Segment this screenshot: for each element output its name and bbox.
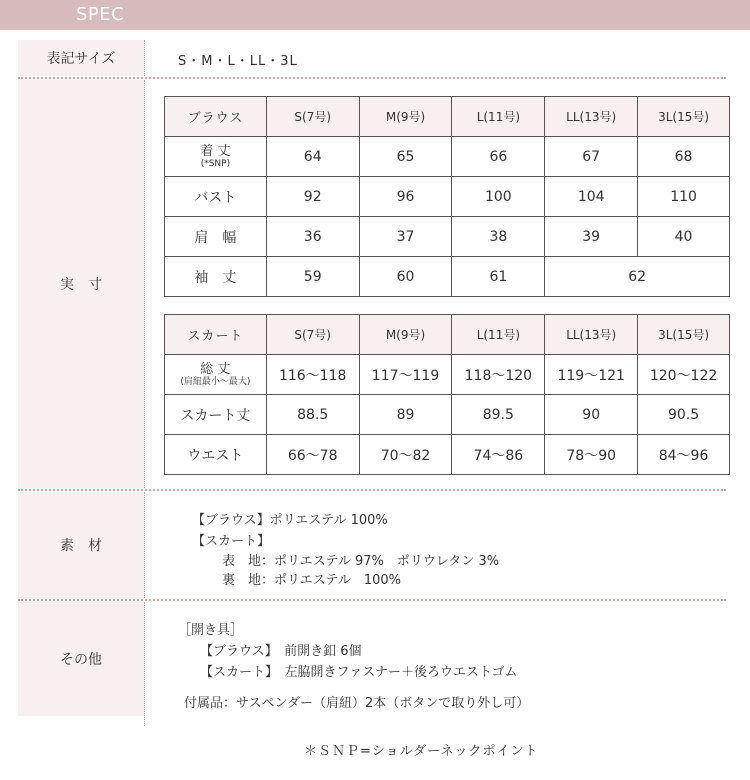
- row-label: 袖 丈: [165, 257, 267, 297]
- material-line: 表 地：ポリエステル 97% ポリウレタン 3%: [222, 554, 500, 569]
- table-cell: 117〜119: [359, 355, 452, 395]
- divider: [144, 492, 145, 598]
- sizes-label: 表記サイズ: [18, 40, 144, 76]
- table-row: [165, 217, 730, 257]
- table-cell: 65: [359, 137, 452, 177]
- table-row: [165, 395, 730, 435]
- divider: [144, 40, 145, 76]
- row-label: バスト: [165, 177, 267, 217]
- table-cell: 119〜121: [545, 355, 638, 395]
- table-cell: 89: [359, 395, 452, 435]
- table-row: [165, 435, 730, 475]
- table-cell: 62: [545, 257, 730, 297]
- table-cell: 59: [266, 257, 359, 297]
- row-label: [165, 355, 267, 395]
- row-label: スカート丈: [165, 395, 267, 435]
- row-label: [165, 137, 267, 177]
- table-cell: 74〜86: [452, 435, 545, 475]
- table-cell: 90: [545, 395, 638, 435]
- header-cell: LL(13号): [545, 315, 638, 355]
- header-cell: S(7号): [266, 315, 359, 355]
- divider: [18, 599, 726, 601]
- sizes-value: S・M・L・LL・3L: [178, 54, 298, 69]
- header-cell: 3L(15号): [638, 315, 730, 355]
- table-cell: 37: [359, 217, 452, 257]
- other-line: 付属品：サスペンダー（肩紐）2本（ボタンで取り外し可）: [184, 696, 530, 711]
- table-row: [165, 177, 730, 217]
- blouse-table: [164, 96, 730, 297]
- other-line: ［開き具］: [178, 623, 244, 638]
- row-label: 肩 幅: [165, 217, 267, 257]
- table-cell: 67: [545, 137, 638, 177]
- table-cell: 84〜96: [638, 435, 730, 475]
- row-label-sub: (*SNP): [200, 159, 231, 169]
- row-label-main: 総 丈: [200, 362, 231, 377]
- table-cell: 64: [266, 137, 359, 177]
- spec-title: SPEC: [76, 4, 125, 25]
- table-cell: 68: [638, 137, 730, 177]
- row-label: ウエスト: [165, 435, 267, 475]
- table-header-row: [165, 315, 730, 355]
- table-row: [165, 137, 730, 177]
- row-label-main: 着 丈: [200, 144, 231, 159]
- snp-footnote: ＊ＳＮＰ=ショルダーネックポイント: [304, 744, 539, 759]
- header-cell: 3L(15号): [638, 97, 730, 137]
- table-cell: 89.5: [452, 395, 545, 435]
- spec-header: [0, 0, 750, 30]
- table-cell: 66: [452, 137, 545, 177]
- table-cell: 90.5: [638, 395, 730, 435]
- table-cell: 88.5: [266, 395, 359, 435]
- material-line: 【ブラウス】ポリエステル 100%: [192, 513, 388, 528]
- table-header-row: [165, 97, 730, 137]
- table-cell: 61: [452, 257, 545, 297]
- divider: [144, 80, 145, 488]
- table-cell: 70〜82: [359, 435, 452, 475]
- table-cell: 40: [638, 217, 730, 257]
- table-cell: 39: [545, 217, 638, 257]
- header-cell: S(7号): [266, 97, 359, 137]
- divider: [144, 602, 145, 726]
- table-cell: 38: [452, 217, 545, 257]
- header-cell: L(11号): [452, 97, 545, 137]
- table-cell: 120〜122: [638, 355, 730, 395]
- table-row: [165, 355, 730, 395]
- table-cell: 78〜90: [545, 435, 638, 475]
- material-label: 素 材: [18, 492, 144, 598]
- measure-label: 実 寸: [18, 80, 144, 488]
- table-cell: 110: [638, 177, 730, 217]
- skirt-table: [164, 314, 730, 475]
- table-cell: 92: [266, 177, 359, 217]
- table-cell: 96: [359, 177, 452, 217]
- header-cell: M(9号): [359, 97, 452, 137]
- header-cell: M(9号): [359, 315, 452, 355]
- header-cell: スカート: [165, 315, 267, 355]
- divider: [18, 77, 726, 79]
- table-cell: 104: [545, 177, 638, 217]
- material-line: 【スカート】: [192, 534, 271, 549]
- other-line: 【ブラウス】 前開き釦 6個: [200, 644, 362, 659]
- row-label-sub: (肩紐最小〜最大): [180, 377, 251, 387]
- table-cell: 118〜120: [452, 355, 545, 395]
- table-cell: 66〜78: [266, 435, 359, 475]
- header-cell: ブラウス: [165, 97, 267, 137]
- table-cell: 36: [266, 217, 359, 257]
- header-cell: LL(13号): [545, 97, 638, 137]
- table-cell: 116〜118: [266, 355, 359, 395]
- table-cell: 100: [452, 177, 545, 217]
- table-cell: 60: [359, 257, 452, 297]
- header-cell: L(11号): [452, 315, 545, 355]
- other-label: その他: [18, 602, 144, 716]
- other-line: 【スカート】 左脇開きファスナー＋後ろウエストゴム: [200, 665, 518, 680]
- divider: [18, 489, 726, 491]
- table-row: [165, 257, 730, 297]
- material-line: 裏 地：ポリエステル 100%: [222, 573, 401, 588]
